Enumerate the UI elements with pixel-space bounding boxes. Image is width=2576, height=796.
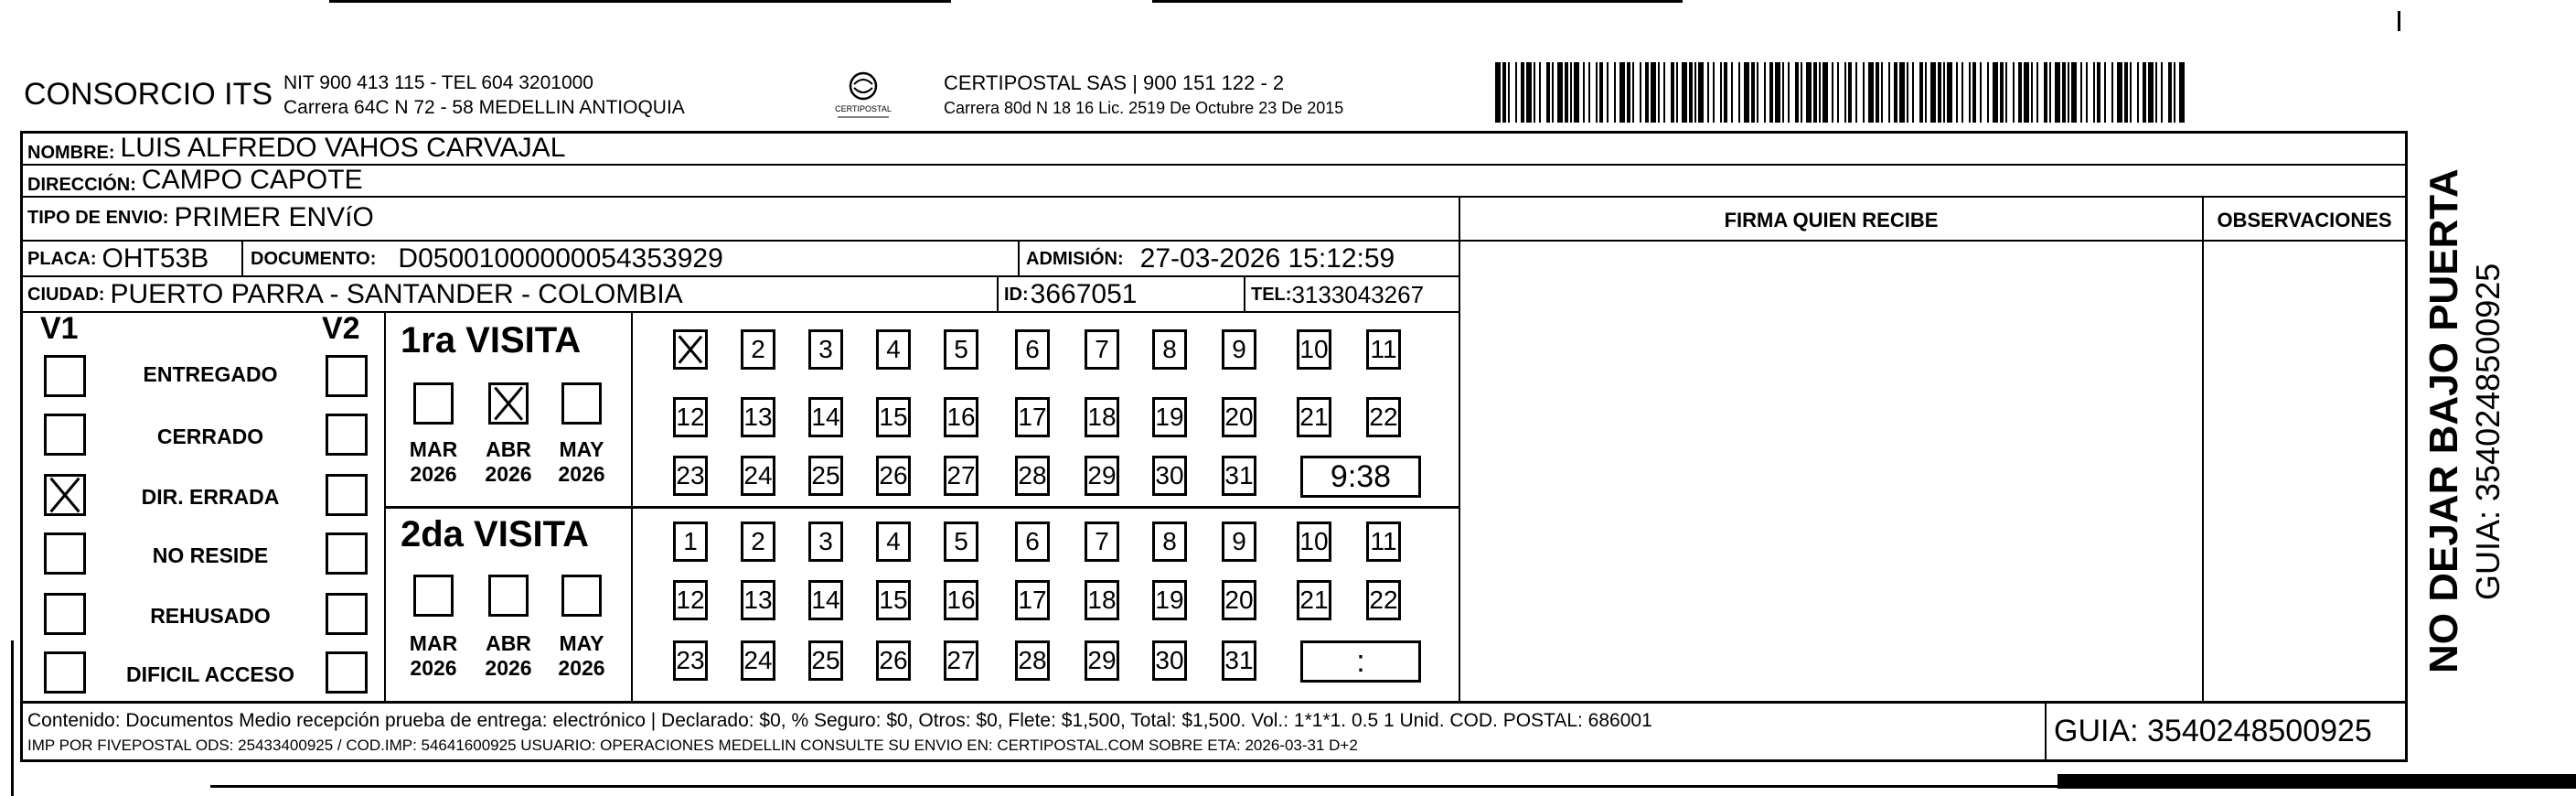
barcode-bar [1788,62,1790,123]
svg-text:CERTIPOSTAL: CERTIPOSTAL [835,104,892,113]
day-checkbox[interactable]: 18 [1085,397,1119,437]
admision-label: ADMISIÓN: [1026,248,1124,269]
day-checkbox[interactable]: 7 [1085,329,1119,370]
barcode-bar [2049,62,2051,123]
barcode-bar [1694,62,1696,123]
barcode-bar [2005,62,2007,123]
day-checkbox[interactable]: 21 [1297,580,1331,620]
day-checkbox[interactable]: 9 [1222,329,1256,370]
day-checkbox[interactable]: 2 [741,522,775,562]
company-line2: Carrera 64C N 72 - 58 MEDELLIN ANTIOQUIA [283,97,685,118]
v1-checkbox[interactable] [44,414,86,456]
barcode-bar [1552,62,1554,123]
barcode-bar [1868,62,1874,123]
day-checkbox[interactable]: 15 [876,580,911,620]
month-label: MAR 2026 [409,437,458,486]
side-guia: GUIA: 3540248500925 [2469,263,2507,600]
barcode-bar [1848,62,1852,123]
barcode-bar [2068,62,2069,123]
barcode-bar [1938,62,1941,123]
nombre-label: NOMBRE: [27,143,115,163]
day-checkbox[interactable]: 30 [1152,456,1187,496]
month-checkbox[interactable] [561,575,602,617]
day-checkbox[interactable]: 6 [1015,522,1050,562]
day-checkbox[interactable]: 1 [673,522,708,562]
barcode-bar [1894,62,1897,123]
barcode-bar [2168,62,2172,123]
barcode-bar [1658,62,1660,123]
day-checkbox[interactable]: 4 [876,522,911,562]
barcode-bar [1757,62,1758,123]
documento-row [251,242,723,276]
day-checkbox[interactable]: 14 [808,580,843,620]
barcode-bar [2018,62,2022,123]
day-checkbox[interactable]: 23 [673,640,708,681]
carrier-line1: CERTIPOSTAL SAS | 900 151 122 - 2 [944,71,1285,94]
barcode-bar [1565,62,1568,123]
barcode [1495,62,2181,123]
day-checkbox[interactable] [673,329,708,370]
barcode-bar [1671,62,1674,123]
bottom-edge-thick [2058,774,2576,789]
left-edge [11,640,14,796]
barcode-bar [1508,62,1510,123]
barcode-bar [1645,62,1649,123]
barcode-bar [1899,62,1905,123]
id-label: ID: [1004,284,1029,305]
barcode-bar [1546,62,1550,123]
month-label: MAR 2026 [409,631,458,680]
month-checkbox[interactable] [413,575,454,617]
status-label: DIFICIL ACCESO [125,662,294,686]
barcode-bar [2036,62,2038,123]
barcode-bar [1907,62,1908,123]
barcode-bar [2111,62,2113,123]
day-checkbox[interactable]: 29 [1085,640,1119,681]
barcode-bar [1539,62,1541,123]
barcode-bar [1801,62,1802,123]
month-label: ABR 2026 [485,631,532,680]
row-line [384,506,1459,509]
day-checkbox[interactable]: 27 [944,456,978,496]
barcode-bar [1881,62,1883,123]
barcode-bar [1724,62,1727,123]
barcode-bar [1844,62,1846,123]
barcode-bar [2161,62,2163,123]
barcode-bar [1744,62,1749,123]
barcode-bar [1707,62,1709,123]
day-checkbox[interactable]: 28 [1015,456,1050,496]
day-checkbox[interactable]: 4 [876,329,911,370]
scan-mark [2398,11,2400,31]
day-checkbox[interactable]: 11 [1366,522,1401,562]
barcode-bar [1682,62,1687,123]
day-checkbox[interactable]: 13 [741,580,775,620]
barcode-bar [1961,62,1963,123]
barcode-bar [1676,62,1678,123]
frame-bottom [20,759,2408,762]
month-label: MAY 2026 [558,437,605,486]
barcode-bar [1876,62,1879,123]
barcode-bar [1925,62,1927,123]
barcode-bar [2013,62,2015,123]
barcode-bar [1663,62,1665,123]
barcode-bar [2143,62,2146,123]
placa-label: PLACA: [27,248,97,269]
tel-row [1251,277,1424,312]
day-checkbox[interactable]: 5 [944,329,978,370]
day-checkbox[interactable]: 23 [673,456,708,496]
barcode-bar [2086,62,2088,123]
col-line [1244,275,1245,312]
barcode-bar [1502,62,1506,123]
barcode-bar [1751,62,1755,123]
frame-right [2405,131,2408,762]
day-checkbox[interactable]: 6 [1015,329,1050,370]
barcode-bar [1980,62,1982,123]
day-checkbox[interactable]: 28 [1015,640,1050,681]
day-checkbox[interactable]: 26 [876,456,911,496]
documento-value: D05001000000054353929 [398,243,723,274]
status-label: ENTREGADO [143,362,278,386]
status-label: NO RESIDE [152,543,269,567]
day-checkbox[interactable]: 19 [1152,580,1187,620]
v1-checkbox[interactable] [44,532,86,575]
barcode-bar [1837,62,1839,123]
barcode-bar [1947,62,1952,123]
barcode-bar [2179,62,2185,123]
barcode-bar [1813,62,1817,123]
day-checkbox[interactable]: 24 [741,640,775,681]
day-checkbox[interactable]: 22 [1366,580,1401,620]
certipostal-logo [827,71,900,121]
footer-line2: IMP POR FIVEPOSTAL ODS: 25433400925 / COD.IMP: 54641600925 USUARIO: OPERACIONES MEDELLIN CONSULTE SU ENVIO EN: CERTIPOSTAL.COM SOBRE ETA: 2026-03-31 D+2 [27,737,1358,754]
day-checkbox[interactable]: 8 [1152,522,1187,562]
barcode-bar [1795,62,1799,123]
barcode-bar [2071,62,2077,123]
barcode-bar [1588,62,1590,123]
barcode-bar [2062,62,2066,123]
v2-checkbox[interactable] [326,474,368,516]
day-checkbox[interactable]: 19 [1152,397,1187,437]
barcode-bar [1495,62,1501,123]
v2-checkbox[interactable] [326,593,368,635]
footer-guia: GUIA: 3540248500925 [2054,714,2372,748]
day-checkbox[interactable]: 8 [1152,329,1187,370]
day-checkbox[interactable]: 15 [876,397,911,437]
day-checkbox[interactable]: 31 [1222,640,1256,681]
barcode-bar [1515,62,1517,123]
frame-left [20,131,23,762]
barcode-bar [1627,62,1630,123]
barcode-bar [1863,62,1865,123]
day-checkbox[interactable]: 17 [1015,397,1050,437]
month-checkbox[interactable] [488,575,529,617]
barcode-bar [2000,62,2004,123]
barcode-bar [1855,62,1857,123]
barcode-bar [1651,62,1656,123]
scan-line [1152,0,1683,3]
barcode-bar [1607,62,1609,123]
day-checkbox[interactable]: 26 [876,640,911,681]
barcode-bar [2080,62,2082,123]
day-checkbox[interactable]: 13 [741,397,775,437]
barcode-bar [1583,62,1585,123]
admision-value: 27-03-2026 15:12:59 [1139,243,1395,274]
barcode-bar [1819,62,1821,123]
day-checkbox[interactable]: 12 [673,580,708,620]
barcode-bar [1769,62,1773,123]
day-checkbox[interactable]: 20 [1222,580,1256,620]
col-line [241,240,243,276]
direccion-label: DIRECCIÓN: [27,175,136,195]
day-checkbox[interactable]: 30 [1152,640,1187,681]
barcode-bar [1640,62,1641,123]
status-label: REHUSADO [150,604,271,628]
barcode-bar [2024,62,2029,123]
day-checkbox[interactable]: 16 [944,580,978,620]
id-row [1004,277,1137,312]
barcode-bar [1596,62,1598,123]
carrier-line2: Carrera 80d N 18 16 Lic. 2519 De Octubre 23 De 2015 [944,99,1344,117]
tel-value: 3133043267 [1291,280,1425,308]
firma-header: FIRMA QUIEN RECIBE [1724,209,1939,231]
day-checkbox[interactable]: 3 [808,329,843,370]
status-label: CERRADO [156,425,264,448]
barcode-bar [1570,62,1572,123]
barcode-bar [1526,62,1532,123]
month-checkbox[interactable] [488,382,529,425]
tel-label: TEL: [1251,284,1292,305]
v1-checkbox[interactable] [44,651,86,694]
company-name: CONSORCIO ITS [24,77,273,112]
day-checkbox[interactable]: 21 [1297,397,1331,437]
barcode-bar [1775,62,1780,123]
direccion-row [27,165,363,196]
time-field[interactable]: 9:38 [1300,456,1421,498]
barcode-bar [1738,62,1740,123]
documento-label: DOCUMENTO: [251,248,377,269]
day-checkbox[interactable]: 27 [944,640,978,681]
tipo-value: PRIMER ENVíO [174,202,374,232]
scan-line [329,0,951,3]
barcode-bar [2137,62,2139,123]
placa-row [27,242,208,276]
barcode-bar [1764,62,1766,123]
nombre-value: LUIS ALFREDO VAHOS CARVAJAL [120,133,566,163]
barcode-bar [1806,62,1812,123]
barcode-bar [2124,62,2128,123]
barcode-bar [1822,62,1828,123]
barcode-bar [2104,62,2106,123]
admision-row [1026,242,1395,276]
day-checkbox[interactable]: 3 [808,522,843,562]
month-label: ABR 2026 [485,437,532,486]
barcode-bar [1993,62,1998,123]
day-checkbox[interactable]: 29 [1085,456,1119,496]
day-checkbox[interactable]: 24 [741,456,775,496]
day-checkbox[interactable]: 18 [1085,580,1119,620]
v1-header: V1 [40,311,79,346]
tipo-row [27,198,374,238]
day-checkbox[interactable]: 10 [1297,522,1331,562]
barcode-bar [1599,62,1603,123]
ciudad-value: PUERTO PARRA - SANTANDER - COLOMBIA [110,279,683,309]
barcode-bar [2174,62,2175,123]
ciudad-row [27,277,683,312]
day-checkbox[interactable]: 11 [1366,329,1401,370]
day-checkbox[interactable]: 22 [1366,397,1401,437]
day-checkbox[interactable]: 20 [1222,397,1256,437]
barcode-bar [2097,62,2100,123]
barcode-bar [1614,62,1616,123]
barcode-bar [1919,62,1923,123]
nombre-row [27,132,565,164]
month-checkbox[interactable] [561,382,602,425]
day-checkbox[interactable]: 5 [944,522,978,562]
barcode-bar [2093,62,2095,123]
company-line1: NIT 900 413 115 - TEL 604 3201000 [283,72,593,93]
v2-checkbox[interactable] [326,355,368,397]
barcode-bar [1731,62,1733,123]
v2-header: V2 [322,311,360,346]
barcode-bar [1972,62,1976,123]
barcode-bar [2044,62,2047,123]
row-line [20,701,2408,704]
v2-checkbox[interactable] [326,532,368,575]
barcode-bar [2117,62,2122,123]
barcode-bar [1943,62,1945,123]
row-line [20,164,2408,166]
time-field[interactable]: : [1300,640,1421,683]
second-visit-title: 2da VISITA [401,514,589,554]
direccion-value: CAMPO CAPOTE [141,165,363,195]
barcode-bar [1987,62,1989,123]
col-line [997,275,999,312]
v2-checkbox[interactable] [326,414,368,456]
day-checkbox[interactable]: 25 [808,640,843,681]
day-checkbox[interactable]: 25 [808,456,843,496]
barcode-bar [1832,62,1833,123]
barcode-bar [1782,62,1784,123]
tipo-label: TIPO DE ENVIO: [27,207,169,228]
barcode-bar [1632,62,1634,123]
barcode-bar [1720,62,1722,123]
day-checkbox[interactable]: 16 [944,397,978,437]
barcode-bar [1557,62,1563,123]
barcode-bar [1574,62,1579,123]
col-line [2045,702,2047,760]
v1-checkbox[interactable] [44,593,86,635]
day-checkbox[interactable]: 10 [1297,329,1331,370]
barcode-bar [2148,62,2154,123]
v1-checkbox[interactable] [44,355,86,397]
barcode-bar [1689,62,1693,123]
day-checkbox[interactable]: 14 [808,397,843,437]
day-checkbox[interactable]: 31 [1222,456,1256,496]
day-checkbox[interactable]: 12 [673,397,708,437]
barcode-bar [1969,62,1971,123]
row-line [20,196,2408,198]
barcode-bar [1912,62,1914,123]
month-checkbox[interactable] [413,382,454,425]
id-value: 3667051 [1030,279,1138,309]
v1-checkbox[interactable] [44,474,86,516]
barcode-bar [1534,62,1535,123]
side-warning: NO DEJAR BAJO PUERTA [2421,168,2466,673]
barcode-bar [1956,62,1958,123]
day-checkbox[interactable]: 7 [1085,522,1119,562]
col-line [1018,240,1020,276]
day-checkbox[interactable]: 2 [741,329,775,370]
barcode-bar [1619,62,1625,123]
footer-line1: Contenido: Documentos Medio recepción prueba de entrega: electrónico | Declarado: $0, % Seguro: $0, Otros: $0, Flete: $1,500, Total: $1,500. Vol.: 1*1*1. 0.5 1 Unid. COD. POSTAL: 686001 [27,710,1652,731]
col-line [2202,196,2204,702]
day-checkbox[interactable]: 9 [1222,522,1256,562]
barcode-bar [1930,62,1936,123]
col-line [1459,196,1460,702]
barcode-bar [2055,62,2060,123]
placa-value: OHT53B [102,243,209,274]
barcode-bar [2130,62,2132,123]
month-label: MAY 2026 [558,631,605,680]
barcode-bar [2155,62,2157,123]
first-visit-title: 1ra VISITA [401,320,582,360]
barcode-bar [1521,62,1524,123]
barcode-bar [1698,62,1704,123]
observaciones-header: OBSERVACIONES [2217,209,2392,231]
status-label: DIR. ERRADA [141,485,280,509]
barcode-bar [1713,62,1715,123]
day-checkbox[interactable]: 17 [1015,580,1050,620]
barcode-bar [2031,62,2033,123]
v2-checkbox[interactable] [326,651,368,694]
ciudad-label: CIUDAD: [27,284,105,305]
barcode-bar [1888,62,1890,123]
